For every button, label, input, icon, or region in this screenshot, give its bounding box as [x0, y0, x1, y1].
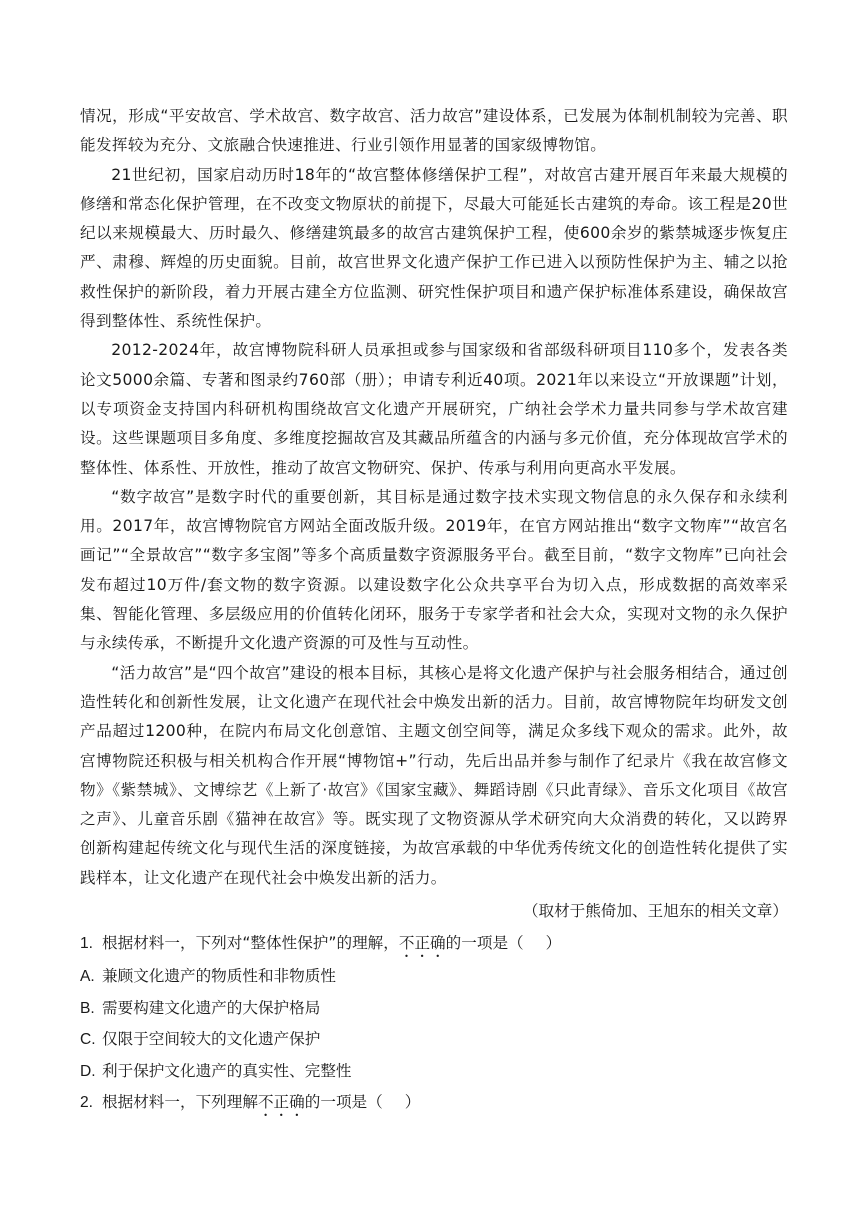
option-c[interactable]: [80, 1024, 788, 1056]
question-stem-end: 的一项是（: [304, 1093, 383, 1112]
question-2: [80, 1087, 788, 1120]
question-number: 2.: [80, 1094, 94, 1112]
emphasized-text: 不正确: [257, 1093, 305, 1112]
option-text: 兼顾文化遗产的物质性和非物质性: [102, 967, 336, 986]
question-close: ）: [404, 1093, 421, 1112]
question-stem-end: 的一项是（: [445, 934, 524, 953]
emphasized-text: 不正确: [398, 934, 446, 953]
option-b[interactable]: [80, 993, 788, 1025]
option-label: A.: [80, 968, 95, 986]
question-1: [80, 928, 788, 961]
option-a[interactable]: [80, 961, 788, 993]
option-text: 利于保护文化遗产的真实性、完整性: [102, 1061, 352, 1080]
option-text: 需要构建文化遗产的大保护格局: [102, 998, 321, 1017]
paragraph-0: 情况，形成“平安故宫、学术故宫、数字故宫、活力故宫”建设体系，已发展为体制机制较为完善、职能发挥较为充分、文旅融合快速推进、行业引领作用显著的国家级博物馆。: [80, 107, 788, 155]
paragraph-4: “活力故宫”是“四个故宫”建设的根本目标，其核心是将文化遗产保护与社会服务相结合，通过创造性转化和创新性发展，让文化遗产在现代社会中焕发出新的活力。目前，故宫博物院年均研发文创产品超过1200种，在院内布局文化创意馆、主题文创空间等，满足众多线下观众的需求。此外，故宫博物院还积极与相关机构合作开展“博物馆+”行动，先后出品并参与制作了纪录片《我在故宫修文物》《紫禁城》、文博综艺《上新了·故宫》《国家宝藏》、舞蹈诗剧《只此青绿》、音乐文化项目《故宫之声》、儿童音乐剧《猫神在故宫》等。既实现了文物资源从学术研究向大众消费的转化，又以跨界创新构建起传统文化与现代生活的深度链接，为故宫承载的中华优秀传统文化的创造性转化提供了实践样本，让文化遗产在现代社会中焕发出新的活力。: [80, 663, 788, 887]
option-text: 仅限于空间较大的文化遗产保护: [102, 1030, 321, 1049]
paragraph-2: 2012-2024年，故宫博物院科研人员承担或参与国家级和省部级科研项目110多个，发表各类论文5000余篇、专著和图录约760部（册）；申请专利近40项。2021年以来设立“开放课题”计划，以专项资金支持国内科研机构围绕故宫文化遗产开展研究，广纳社会学术力量共同参与学术故宫建设。这些课题项目多角度、多维度挖掘故宫及其藏品所蕴含的内涵与多元价值，充分体现故宫学术的整体性、体系性、开放性，推动了故宫文物研究、保护、传承与利用向更高水平发展。: [80, 341, 788, 477]
option-label: B.: [80, 999, 95, 1017]
paragraph-3: “数字故宫”是数字时代的重要创新，其目标是通过数字技术实现文物信息的永久保存和永续利用。2017年，故宫博物院官方网站全面改版升级。2019年，在官方网站推出“数字文物库”“故宫名画记”“全景故宫”“数字多宝阁”等多个高质量数字资源服务平台。截至目前，“数字文物库”已向社会发布超过10万件/套文物的数字资源。以建设数字化公众共享平台为切入点，形成数据的高效率采集、智能化管理、多层级应用的价值转化闭环，服务于专家学者和社会大众，实现对文物的永久保护与永续传承，不断提升文化遗产资源的可及性与互动性。: [80, 487, 788, 653]
source-attribution: （取材于熊倚加、王旭东的相关文章）: [522, 902, 788, 921]
option-label: C.: [80, 1031, 96, 1049]
article-body: [80, 102, 788, 1120]
question-stem: 根据材料一，下列理解: [102, 1093, 258, 1112]
question-close: ）: [545, 934, 562, 953]
option-label: D.: [80, 1062, 96, 1080]
option-d[interactable]: [80, 1056, 788, 1088]
question-number: 1.: [80, 935, 94, 953]
paragraph-1: 21世纪初，国家启动历时18年的“故宫整体修缮保护工程”，对故宫古建开展百年来最大规模的修缮和常态化保护管理，在不改变文物原状的前提下，尽最大可能延长古建筑的寿命。该工程是20世纪以来规模最大、历时最久、修缮建筑最多的故宫古建筑保护工程，使600余岁的紫禁城逐步恢复庄严、肃穆、辉煌的历史面貌。目前，故宫世界文化遗产保护工作已进入以预防性保护为主、辅之以抢救性保护的新阶段，着力开展古建全方位监测、研究性保护项目和遗产保护标准体系建设，确保故宫得到整体性、系统性保护。: [80, 165, 788, 331]
question-stem: 根据材料一，下列对“整体性保护”的理解，: [102, 934, 399, 953]
